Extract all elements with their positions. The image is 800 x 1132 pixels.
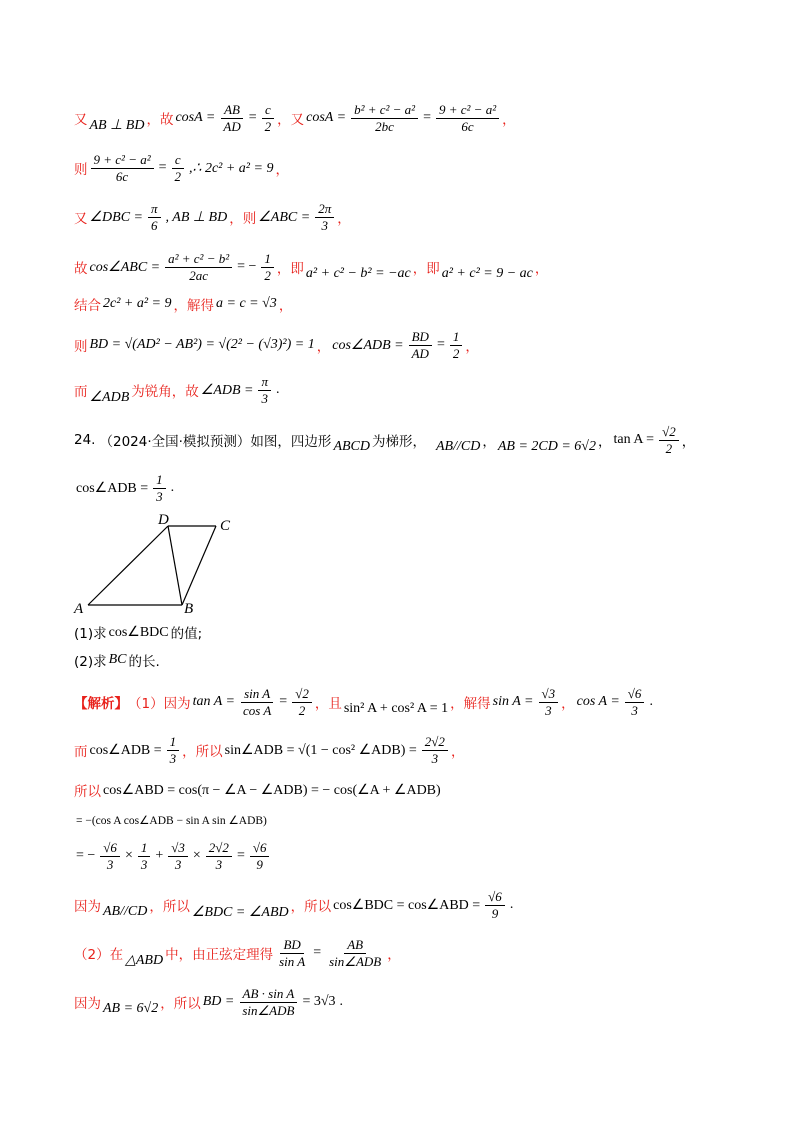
fraction: $\frac{\text{a² + c² − b²}}{2ac}$ — [165, 251, 232, 284]
edge-ad — [88, 526, 168, 605]
label-b: B — [184, 601, 194, 617]
fraction: $\frac{\text{9 + c² − a²}}{6c}$ — [436, 102, 499, 135]
fraction: $\frac{√6}{3}$ — [625, 686, 645, 719]
solution-line-1: 又 AB ⊥ BD ， 故 cosA = $\frac{AB}{AD}$ = $\frac{c}{2}$ ， 又 cosA = $\frac{\text{b² + c² − a²}}{2bc}$ = $\frac{\text{9 + c² − a²}}{6c}$ ， — [74, 101, 516, 134]
problem-statement: 24. （2024·全国·模拟预测）如图，四边形 ABCD 为梯形， AB//CD ， AB = 2CD = 6√2 ， tan A = $\frac{√2}{2}$ ， — [74, 423, 696, 456]
fraction: $\frac{c}{2}$ — [172, 152, 185, 185]
question-2: (2)求 BC 的长. — [74, 652, 160, 670]
fraction: $\frac{√6}{9}$ — [250, 840, 270, 873]
solution-line-5: 结合 2c² + a² = 9 ， 解得 a = c = √3 ， — [74, 296, 293, 314]
fraction: $\frac{\text{9 + c² − a²}}{6c}$ — [91, 152, 154, 185]
solution-line-7: 而 ∠ADB 为锐角， 故 ∠ADB = $\frac{\pi}{3}$ . — [74, 373, 280, 406]
solution-step-4: = −(cos A cos∠ADB − sin A sin ∠ADB) — [76, 815, 267, 827]
fraction: $\frac{1}{3}$ — [167, 734, 180, 767]
fraction: $\frac{1}{2}$ — [450, 329, 463, 362]
fraction: $\frac{AB}{\text{sin∠ADB}}$ — [329, 936, 382, 969]
solution-step-8: 因为 AB = 6√2 ，所以 BD = $\frac{\text{AB · sin A}}{\text{sin∠ADB}}$ = 3√3 . — [74, 985, 344, 1018]
fraction: $\frac{AB}{AD}$ — [220, 102, 243, 135]
fraction: $\frac{c}{2}$ — [262, 102, 275, 135]
solution-line-2: 则 $\frac{\text{9 + c² − a²}}{6c}$ = $\frac{c}{2}$ ,∴ 2c² + a² = 9 ， — [74, 151, 289, 184]
fraction: $\frac{2√2}{3}$ — [422, 734, 448, 767]
label-a: A — [74, 601, 84, 617]
question-1: (1)求 cos∠BDC 的值; — [74, 624, 203, 642]
fraction: $\frac{\text{b² + c² − a²}}{2bc}$ — [351, 102, 418, 135]
fraction: $\frac{\pi}{6}$ — [148, 201, 161, 234]
label-c: C — [220, 518, 231, 534]
solution-line-3: 又 ∠DBC = $\frac{\pi}{6}$ , AB ⊥ BD ， 则 ∠ABC = $\frac{2\pi}{3}$ ， — [74, 200, 351, 233]
fraction: $\frac{1}{3}$ — [138, 840, 151, 873]
fraction: $\frac{√2}{2}$ — [292, 686, 312, 719]
fraction: $\frac{√3}{3}$ — [168, 840, 188, 873]
fraction: $\frac{√6}{3}$ — [100, 840, 120, 873]
solution-line-6: 则 BD = √(AD² − AB²) = √(2² − (√3)²) = 1 ， cos∠ADB = $\frac{BD}{AD}$ = $\frac{1}{2}$ ， — [74, 328, 479, 361]
fraction: $\frac{2\pi}{3}$ — [315, 201, 334, 234]
solution-step-3: 所以 cos∠ABD = cos(π − ∠A − ∠ADB) = − cos(∠A + ∠ADB) — [74, 782, 441, 800]
solution-step-5: = − $\frac{√6}{3}$ × $\frac{1}{3}$ + $\frac{√3}{3}$ × $\frac{2√2}{3}$ = $\frac{√6}{9}$ — [74, 836, 760, 876]
fraction: $\frac{√2}{2}$ — [659, 424, 679, 457]
fraction: $\frac{√6}{9}$ — [485, 889, 505, 922]
solution-step-1: 【解析】 （1）因为 tan A = $\frac{\text{sin A}}{\text{cos A}}$ = $\frac{√2}{2}$ ，且 sin² A + cos² A = 1 ，解得 sin A = $\frac{√3}{3}$ ， cos A = $\frac{√6}{3}$ . — [74, 685, 653, 718]
trapezoid-figure — [60, 510, 260, 620]
problem-condition: cos∠ADB = $\frac{1}{3}$ . — [76, 471, 175, 504]
fraction: $\frac{1}{2}$ — [261, 251, 274, 284]
fraction: $\frac{2√2}{3}$ — [206, 840, 232, 873]
fraction: $\frac{√3}{3}$ — [539, 686, 559, 719]
edge-cb — [182, 526, 216, 605]
solution-line-4: 故 cos∠ABC = $\frac{\text{a² + c² − b²}}{2ac}$ = − $\frac{1}{2}$ ， 即 a² + c² − b² = −ac ， 即 a² + c² = 9 − ac ， — [74, 250, 549, 283]
fraction: $\frac{\pi}{3}$ — [258, 374, 271, 407]
fraction: $\frac{\text{sin A}}{\text{cos A}}$ — [242, 685, 272, 718]
edge-db — [168, 526, 182, 605]
fraction: $\frac{BD}{\text{sin A}}$ — [279, 936, 306, 969]
fraction: $\frac{BD}{AD}$ — [409, 329, 432, 362]
fraction: $\frac{1}{3}$ — [153, 472, 166, 505]
fraction: $\frac{\text{AB · sin A}}{\text{sin∠ADB}}$ — [239, 986, 297, 1019]
solution-step-6: 因为 AB//CD ，所以 ∠BDC = ∠ABD ，所以 cos∠BDC = cos∠ABD = $\frac{√6}{9}$ . — [74, 888, 514, 921]
solution-step-7: （2）在 △ABD 中，由正弦定理得 $\frac{BD}{\text{sin A}}$ = $\frac{AB}{\text{sin∠ADB}}$ ， — [74, 936, 401, 969]
solution-step-2: 而 cos∠ADB = $\frac{1}{3}$ ，所以 sin∠ADB = √(1 − cos² ∠ADB) = $\frac{2√2}{3}$ ， — [74, 733, 465, 766]
label-d: D — [158, 512, 169, 528]
